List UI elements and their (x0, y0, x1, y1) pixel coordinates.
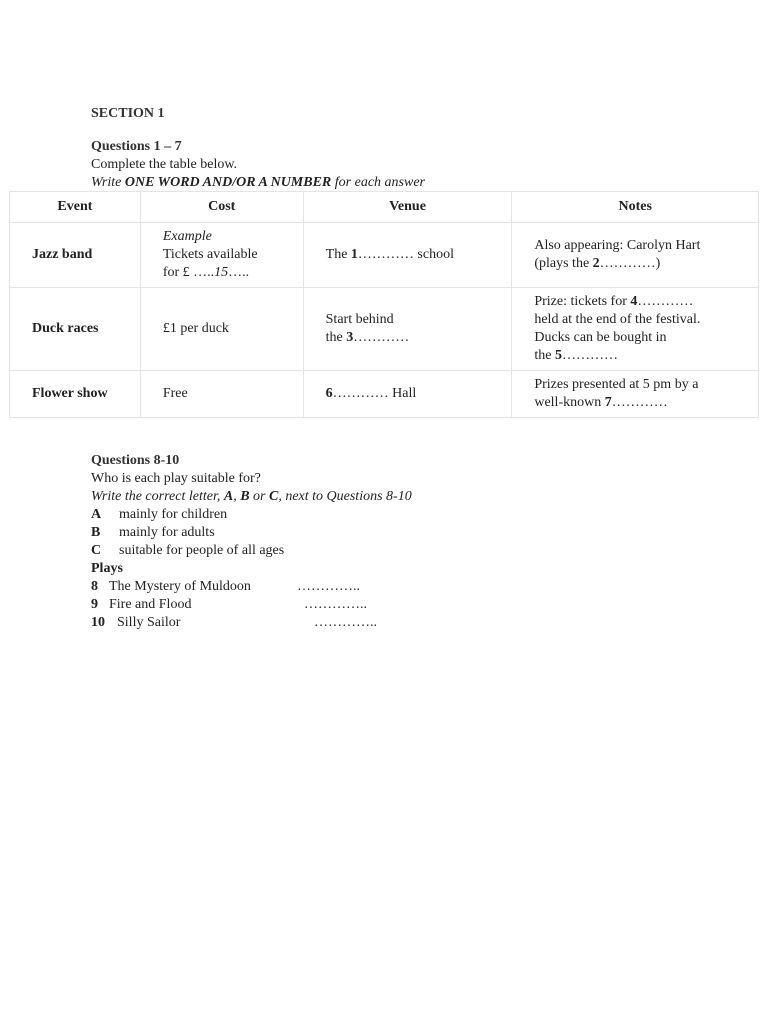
header-event: Event (10, 192, 141, 223)
option-a-text: mainly for children (119, 507, 228, 522)
notes-plays-prefix: (plays the (534, 256, 593, 271)
question-number-5: 5 (554, 348, 562, 363)
notes-blank-7: ………… (611, 395, 668, 410)
notes-line-plays (534, 255, 752, 273)
question-number-2: 2 (592, 256, 600, 271)
letter-instruction-suffix: , next to Questions 8-10 (278, 489, 412, 504)
questions-8-10-heading: Questions 8-10 (91, 453, 180, 468)
venue-blank-6: ………… Hall (332, 386, 417, 401)
table-row-flower-show (10, 371, 759, 418)
table-header-row (10, 192, 759, 223)
play-10-title: Silly Sailor (117, 615, 181, 630)
letter-or: or (249, 489, 269, 504)
cost-example-label: Example (162, 229, 212, 244)
cost-jazz-band (140, 223, 303, 288)
venue-blank-3: ………… (353, 330, 410, 345)
option-b-text: mainly for adults (119, 525, 215, 540)
notes-jazz-band (512, 223, 759, 288)
venue-blank-1: ………… school (357, 247, 454, 262)
questions-8-10-block (91, 452, 412, 632)
venue-the-line (326, 329, 506, 347)
table-row-jazz-band (10, 223, 759, 288)
play-9-number: 9 (91, 597, 98, 612)
notes-duck-races (512, 288, 759, 371)
venue-jazz-band (303, 223, 512, 288)
questions-1-7-intro (91, 138, 425, 192)
event-duck-races: Duck races (10, 288, 141, 371)
table-row-duck-races (10, 288, 759, 371)
notes-prize-prefix: Prize: tickets for (534, 294, 631, 309)
word-limit-bold: ONE WORD AND/OR A NUMBER (124, 175, 332, 190)
play-9-blank: ………….. (304, 597, 367, 612)
question-number-7: 7 (604, 395, 612, 410)
letter-b-inline: B (240, 489, 250, 504)
word-limit-prefix: Write (91, 175, 125, 190)
question-number-6: 6 (325, 386, 333, 401)
table-instruction: Complete the table below. (91, 157, 238, 172)
word-limit-instruction (91, 174, 425, 192)
notes-blank-5: ………… (561, 348, 618, 363)
cost-flower-show: Free (140, 371, 303, 418)
letter-instruction-prefix: Write the correct letter, (91, 489, 224, 504)
play-8-blank: ………….. (297, 579, 360, 594)
section-title: SECTION 1 (91, 106, 165, 121)
option-c (91, 542, 412, 560)
option-a (91, 506, 412, 524)
cost-duck-races: £1 per duck (140, 288, 303, 371)
event-flower-show: Flower show (10, 371, 141, 418)
venue-the-prefix: the (325, 330, 347, 345)
notes-the-line (534, 347, 752, 365)
option-c-text: suitable for people of all ages (119, 543, 285, 558)
play-9-title: Fire and Flood (109, 597, 192, 612)
play-8-title: The Mystery of Muldoon (109, 579, 251, 594)
letter-c-inline: C (268, 489, 279, 504)
notes-prizes-line: Prizes presented at 5 pm by a (534, 377, 699, 392)
event-jazz-band: Jazz band (10, 223, 141, 288)
option-b-letter: B (91, 525, 101, 540)
play-10-blank: ………….. (314, 615, 377, 630)
play-10-number: 10 (91, 615, 105, 630)
cost-price-suffix: ….. (228, 265, 250, 280)
word-limit-suffix: for each answer (331, 175, 425, 190)
question-number-4: 4 (630, 294, 638, 309)
notes-prize-line (534, 293, 752, 311)
cost-example-answer: 15 (214, 265, 229, 280)
letter-sep: , (233, 489, 241, 504)
letter-instruction (91, 488, 412, 506)
option-a-letter: A (91, 507, 102, 522)
option-b (91, 524, 412, 542)
cost-price-line (163, 264, 297, 282)
header-notes: Notes (512, 192, 759, 223)
notes-blank-4: ………… (637, 294, 694, 309)
notes-wellknown-prefix: well-known (534, 395, 605, 410)
plays-heading: Plays (91, 561, 123, 576)
question-number-3: 3 (346, 330, 354, 345)
event-table (9, 191, 759, 418)
notes-bought-line: Ducks can be bought in (534, 330, 667, 345)
play-item-9 (91, 596, 412, 614)
plays-question: Who is each play suitable for? (91, 471, 261, 486)
play-8-number: 8 (91, 579, 98, 594)
notes-flower-show (512, 371, 759, 418)
play-item-8 (91, 578, 412, 596)
venue-start-line: Start behind (325, 312, 394, 327)
header-cost: Cost (140, 192, 303, 223)
notes-wellknown-line (534, 394, 752, 412)
cost-tickets-line: Tickets available (162, 247, 258, 262)
cost-price-prefix: for £ ….. (162, 265, 215, 280)
venue-flower-show (303, 371, 512, 418)
option-c-letter: C (91, 543, 102, 558)
play-item-10 (91, 614, 412, 632)
notes-the-prefix: the (534, 348, 555, 363)
venue-prefix: The (325, 247, 351, 262)
letter-a-inline: A (223, 489, 234, 504)
notes-blank-2: …………) (599, 256, 661, 271)
questions-1-7-heading: Questions 1 – 7 (91, 139, 182, 154)
venue-duck-races (303, 288, 512, 371)
notes-held-line: held at the end of the festival. (534, 312, 701, 327)
header-venue: Venue (303, 192, 512, 223)
question-number-1: 1 (350, 247, 358, 262)
notes-line-appearing: Also appearing: Carolyn Hart (534, 238, 701, 253)
